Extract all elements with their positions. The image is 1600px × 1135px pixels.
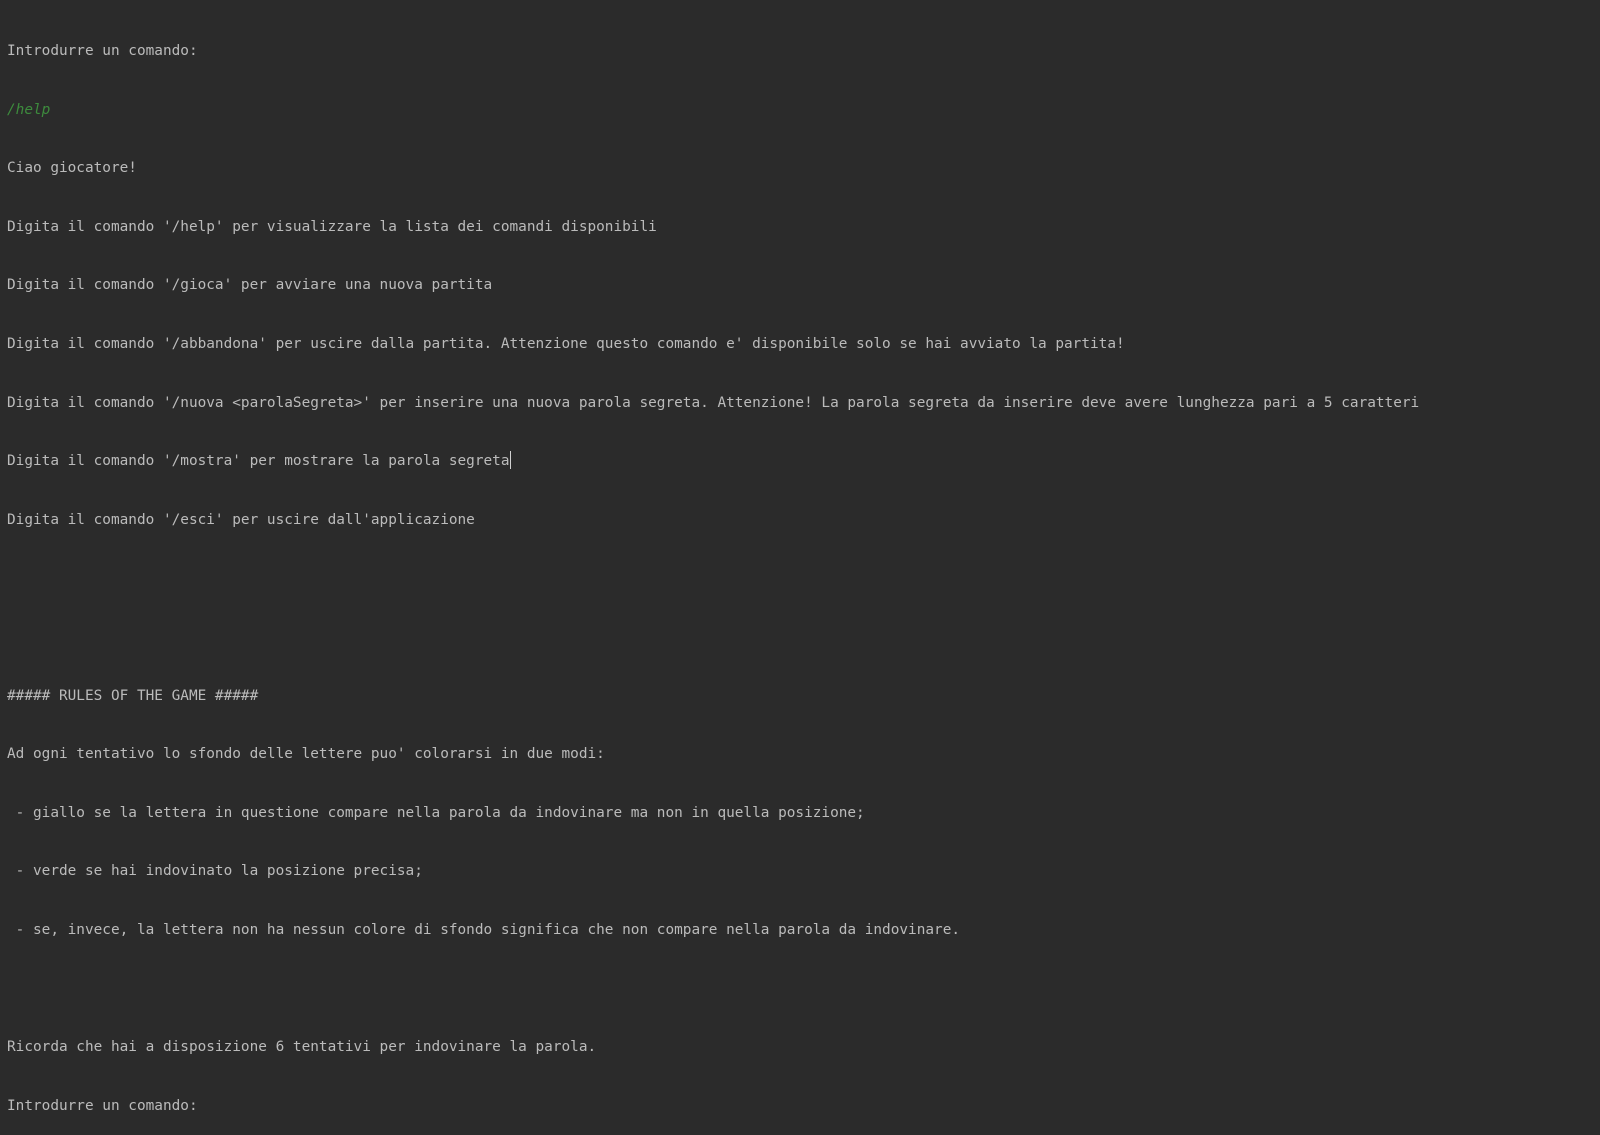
console-line-greeting: Ciao giocatore! <box>7 160 137 177</box>
console-line-rules-intro: Ad ogni tentativo lo sfondo delle lettere puo' colorarsi in due modi: <box>7 746 605 763</box>
console-line-attempts-reminder: Ricorda che hai a disposizione 6 tentativi per indovinare la parola. <box>7 1039 597 1056</box>
console-line-mostra-text: Digita il comando '/mostra' per mostrare la parola segreta <box>7 453 510 470</box>
console-line-esci-command: Digita il comando '/esci' per uscire dall'applicazione <box>7 511 475 528</box>
console-line-user-input: /help <box>7 101 51 118</box>
console-line-rules-heading: ##### RULES OF THE GAME ##### <box>7 687 259 704</box>
console-line-rule-yellow: - giallo se la lettera in questione compare nella parola da indovinare ma non in quella posizione; <box>7 804 865 821</box>
console-line-prompt: Introdurre un comando: <box>7 43 198 59</box>
console-line-blank <box>7 976 1600 1003</box>
console-line-rule-none: - se, invece, la lettera non ha nessun colore di sfondo significa che non compare nella parola da indovinare. <box>7 921 961 938</box>
console-line-blank <box>7 624 1600 651</box>
console-line-blank <box>7 565 1600 592</box>
console-line-help-command: Digita il comando '/help' per visualizzare la lista dei comandi disponibili <box>7 218 657 235</box>
console-line-nuova-command: Digita il comando '/nuova <parolaSegreta>' per inserire una nuova parola segreta. Attenzione! La parola segreta da inserire deve avere lunghezza pari a 5 caratteri <box>7 394 1420 411</box>
console-line-mostra-command <box>7 448 1600 475</box>
console-line-prompt: Introdurre un comando: <box>7 1097 198 1114</box>
console-line-abbandona-command: Digita il comando '/abbandona' per uscire dalla partita. Attenzione questo comando e' disponibile solo se hai avviato la partita! <box>7 335 1125 352</box>
text-caret <box>510 451 511 469</box>
console-line-gioca-command: Digita il comando '/gioca' per avviare una nuova partita <box>7 277 493 294</box>
console-line-rule-green: - verde se hai indovinato la posizione precisa; <box>7 863 423 880</box>
